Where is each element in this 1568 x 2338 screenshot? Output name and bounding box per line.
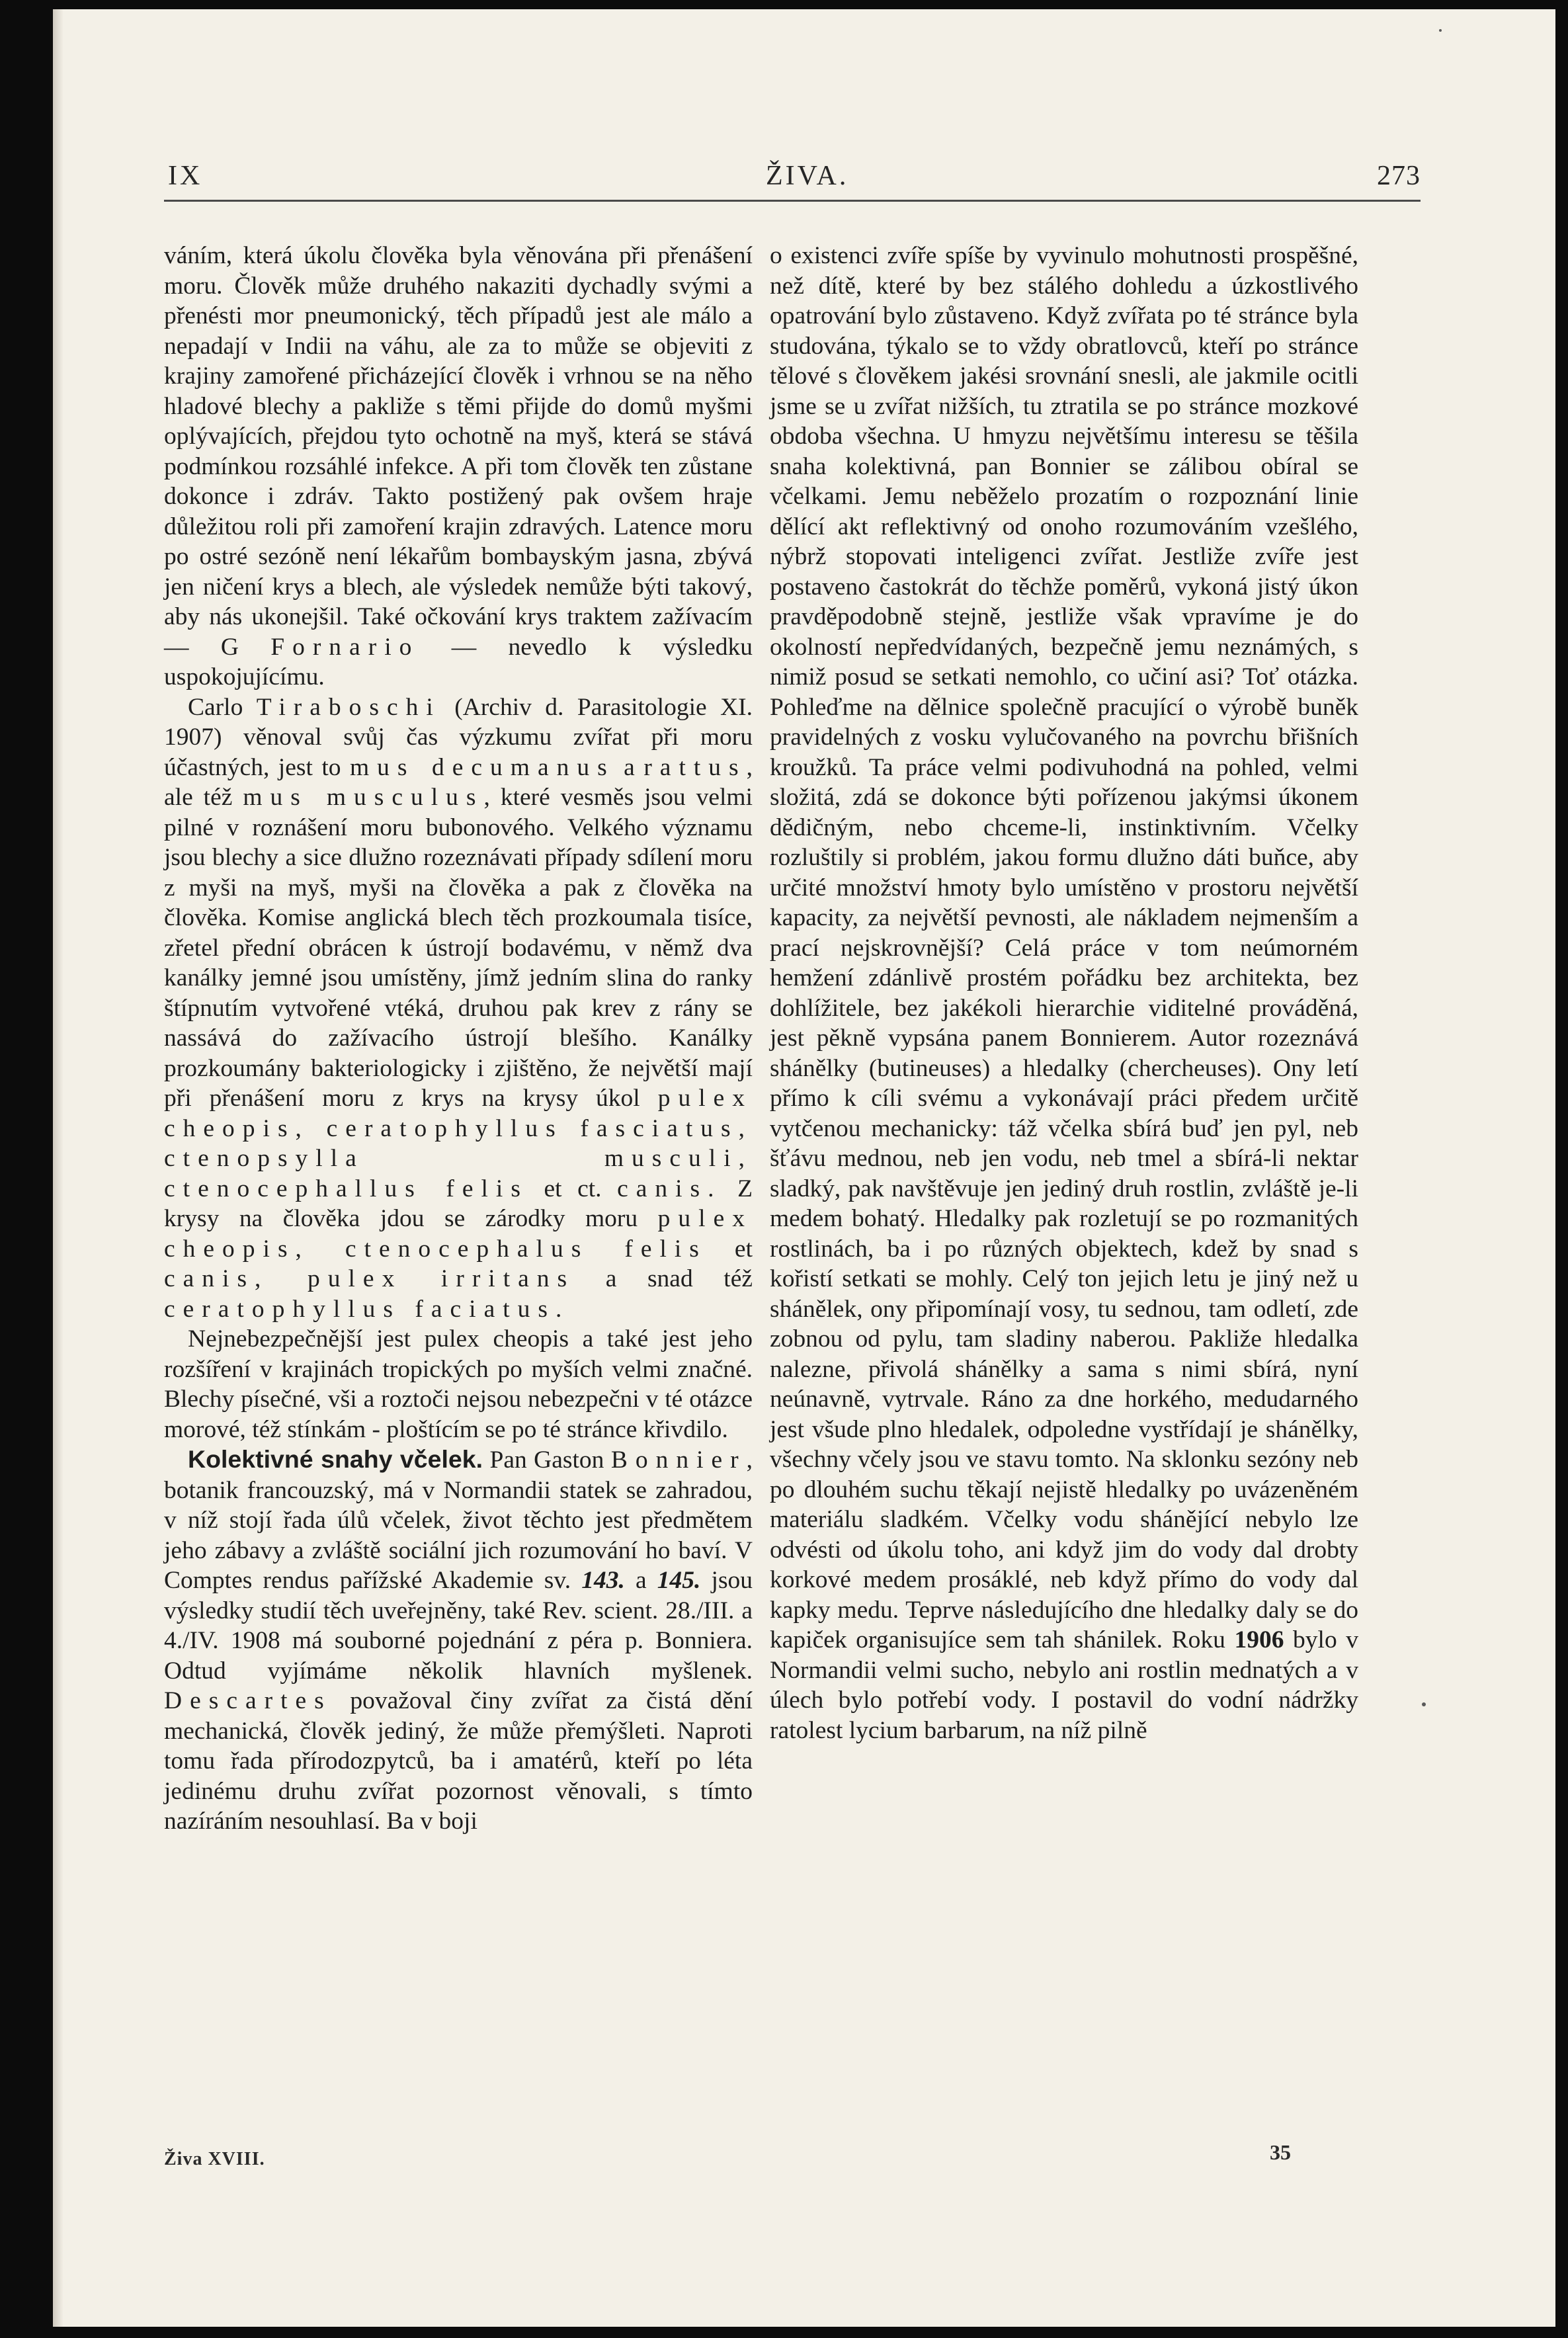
journal-title: ŽIVA.: [766, 161, 849, 191]
header-rule: [164, 200, 1421, 202]
right-column: [770, 241, 1358, 2146]
section-heading: Kolektivné snahy včelek.: [188, 1445, 483, 1473]
scan-speck: [1422, 1702, 1426, 1706]
sheet-number: 35: [1270, 2140, 1291, 2164]
page-number: 273: [1377, 161, 1421, 191]
section-number: IX: [168, 161, 203, 191]
book-page: [53, 9, 1555, 2327]
paragraph: o existenci zvíře spíše by vyvinulo mohutnosti prospěšné, než dítě, které by bez stálého dohledu a úzkostlivého opatrování bylo zůstaveno. Když zvířata po té stránce byla studována, týkalo se to vždy obratlovců, kteří po stránce tělové s člověkem jakési srovnání snesli, ale jakmile ocitli jsme se u zvířat nižších, tu ztratila se po stránce mozkové obdoba všechna. U hmyzu největšímu interesu se těšila snaha kolektivná, pan Bonnier se zálibou obíral se včelkami. Jemu neběželo prozatím o rozpoznání linie dělící akt reflektivný od onoho rozumováním vzešlého, nýbrž stopovati inteligenci zvířat. Jestliže zvíře jest postaveno častokrát do těchže poměrů, vykoná jistý úkon pravděpodobně stejně, jestliže však vpravíme je do okolností nepředvídaných, bezpečně jemu neznámých, s nimiž posud se setkati nemohlo, co učiní asi? Toť otázka. Pohleďme na dělnice společně pracující o výrobě buněk pravidelných z vosku vylučovaného na povrchu břišních kroužků. Ta práce velmi podivuhodná na pohled, velmi složitá, zdá se dokonce býti pořízenou jakýmsi úkonem dědičným, nebo chceme-li, instinktivním. Včelky rozluštily si problém, jakou formu dlužno dáti buňce, aby určité množství hmoty bylo umístěno v prostoru největší kapacity, za největší pevnosti, ale nákladem nejmenším a prací nejskrovnější? Celá práce v tom neúmorném hemžení zdánlivě prostém pořádku bez architekta, bez dohlížitele, bez jakékoli hierarchie viditelné prováděná, jest pěkně vypsána panem Bonnierem. Autor rozeznává shánělky (butineuses) a hledalky (chercheuses). Ony letí přímo k cíli svému a vykonávají práci předem určitě vytčenou mechanicky: táž včelka sbírá buď jen pyl, neb šťávu mednou, neb jen vodu, neb tmel a sbírá-li nektar sladký, pak navštěvuje jen jediný druh rostlin, zvláště je-li medem bohatý. Hledalky pak rozletují se po rozmanitých rostlinách, ba i po různých objektech, kdež by snad s kořistí setkati se mohly. Celý ton jejich letu je jiný než u shánělek, ony připomínají vosy, tu sednou, tam odletí, zde zobnou od pylu, tam sladiny naberou. Pakliže hledalka nalezne, přivolá shánělky a sama s nimi sbírá, nyní neúnavně, vytrvale. Ráno za dne horkého, medudarného jest všude plno hledalek, odpoledne vystřídají je shánělky, všechny včely jsou ve stavu tomto. Na sklonku sezóny neb po dlouhém suchu těkají nejistě hledalky po uvázeněném materiálu sladkém. Včelky vodu shánějící nebylo lze odvésti od úkolu toho, ani když jim do vody dal drobty korkové medem prosáklé, neb když přímo do vody dal kapky medu. Teprve následujícího dne hledalky daly se do kapiček organisujíce sem tah shánilek. Roku 1906 bylo v Normandii velmi sucho, nebylo ani rostlin mednatých a v úlech bylo potřebí vody. I postavil do vodní nádržky ratolest lycium barbarum, na níž pilně: [770, 242, 1359, 1744]
running-head: [164, 160, 1421, 200]
scan-edge-shadow: [53, 9, 63, 2327]
left-column: [164, 241, 753, 2146]
paragraph: váním, která úkolu člověka byla věnována při přenášení moru. Člověk může druhého nakaziti dychadly svými a přenésti mor pneumonický, těch případů jest ale málo a nepadají v Indii na váhu, ale za to může se objeviti z krajiny zamořené přicházející člověk i vrhnou se na něho hladové blechy a pakliže s těmi přijde do domů myšmi oplývajících, přejdou tyto ochotně na myš, která se stává podmínkou rozsáhlé infekce. A při tom člověk ten zůstane dokonce i zdráv. Takto postižený pak ovšem hraje důležitou roli při zamoření krajin zdravých. Latence moru po ostré sezóně není lékařům bombayským jasna, zbývá jen ničení krys a blech, ale výsledek nemůže býti takový, aby nás ukonejšil. Také očkování krys traktem zažívacím — G Fornario — nevedlo k výsledku uspokojujícímu.: [164, 242, 753, 690]
paragraph: Nejnebezpečnější jest pulex cheopis a také jest jeho rozšíření v krajinách tropických po myších velmi značné. Blechy písečné, vši a roztoči nejsou nebezpečni v té otázce morové, též stínkám - ploštícím se po té stránce křivdilo.: [164, 1325, 753, 1443]
journal-volume-signature: Živa XVIII.: [164, 2149, 265, 2169]
paragraph: Kolektivné snahy včelek. Pan Gaston Bonnier, botanik francouzský, má v Normandii statek se zahradou, v níž stojí řada úlů včelek, život těchto jest předmětem jeho zábavy a zvláště sociální jich rozumování ho baví. V Comptes rendus pařížské Akademie sv. 143. a 145. jsou výsledky studií těch uveřejněny, také Rev. scient. 28./III. a 4./IV. 1908 má souborné pojednání z péra p. Bonniera. Odtud vyjímáme několik hlavních myšlenek. Descartes považoval činy zvířat za čistá dění mechanická, člověk jediný, že může přemýšleti. Naproti tomu řada přírodozpytců, ba i amatérů, kteří po léta jedinému druhu zvířat pozornost věnovali, s tímto nazíráním nesouhlasí. Ba v boji: [164, 1445, 753, 1835]
paragraph: Carlo Tiraboschi (Archiv d. Parasitologie XI. 1907) věnoval svůj čas výzkumu zvířat při moru účastných, jest to mus decumanus a rattus, ale též mus musculus, které vesměs jsou velmi pilné v roznášení moru bubonového. Velkého významu jsou blechy a sice dlužno rozeznávati případy sdílení moru z myši na myš, myši na člověka a pak z člověka na člověka. Komise anglická blech těch prozkoumala tisíce, zřetel přední obrácen k ústrojí bodavému, v němž dva kanálky jemné jsou umístěny, jímž jedním slina do ranky štípnutím vytvořené vtéká, druhou pak krev z rány se nassává do zažívacího ústrojí blešího. Kanálky prozkoumány bakteriologicky i zjištěno, že největší mají při přenášení moru z krys na krysy úkol pulex cheopis, ceratophyllus fasciatus, ctenopsylla musculi, ctenocephallus felis et ct. canis. Z krysy na člověka jdou se zárodky moru pulex cheopis, ctenocephalus felis et canis, pulex irritans a snad též ceratophyllus faciatus.: [164, 693, 753, 1323]
scan-speck: [1439, 29, 1442, 32]
